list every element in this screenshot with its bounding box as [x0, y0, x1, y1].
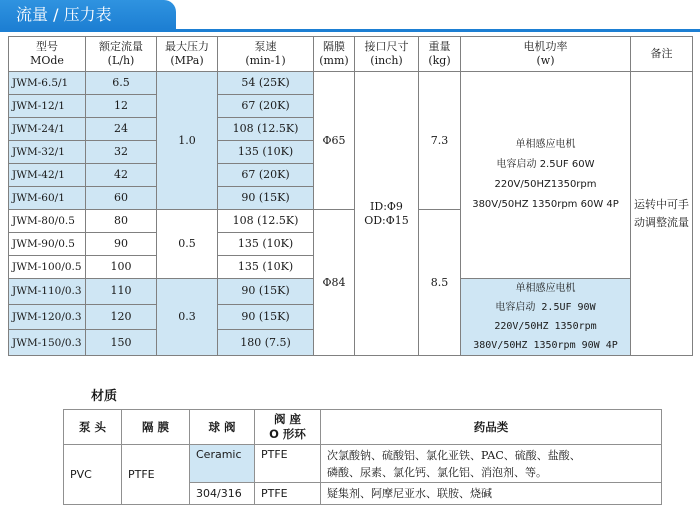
flow-pressure-table — [8, 36, 693, 356]
flow-cell: 60 — [86, 187, 157, 210]
flow-cell: 6.5 — [86, 72, 157, 95]
col-speed: 泵速 (min-1) — [218, 37, 314, 72]
speed-cell: 135 (10K) — [218, 141, 314, 164]
pressure-cell: 0.3 — [157, 279, 218, 356]
pump-head-header: 泵 头 — [64, 410, 122, 445]
pressure-cell: 0.5 — [157, 210, 218, 279]
ball-valve-cell: Ceramic — [190, 445, 255, 483]
model-cell: JWM-90/0.5 — [9, 233, 86, 256]
speed-cell: 90 (15K) — [218, 279, 314, 305]
model-cell: JWM-12/1 — [9, 95, 86, 118]
col-pressure: 最大压力 (MPa) — [157, 37, 218, 72]
table-row — [9, 72, 693, 95]
speed-cell: 67 (20K) — [218, 95, 314, 118]
col-motor: 电机功率 (w) — [461, 37, 631, 72]
header-row — [9, 37, 693, 72]
model-cell: JWM-80/0.5 — [9, 210, 86, 233]
model-cell: JWM-6.5/1 — [9, 72, 86, 95]
flow-cell: 24 — [86, 118, 157, 141]
materials-header-row — [64, 410, 662, 445]
flow-cell: 150 — [86, 330, 157, 356]
ball-valve-header: 球 阀 — [190, 410, 255, 445]
materials-table — [63, 409, 662, 505]
flow-cell: 80 — [86, 210, 157, 233]
valve-seat-header: 阀 座 O 形环 — [255, 410, 321, 445]
col-diaphragm: 隔膜 (mm) — [314, 37, 355, 72]
motor-cell: 单相感应电机 电容启动 2.5UF 90W 220V/50HZ 1350rpm 380V/50HZ 1350rpm 90W 4P — [461, 279, 631, 356]
model-cell: JWM-60/1 — [9, 187, 86, 210]
speed-cell: 108 (12.5K) — [218, 118, 314, 141]
flow-cell: 42 — [86, 164, 157, 187]
pump-head-cell: PVC — [64, 445, 122, 505]
model-cell: JWM-120/0.3 — [9, 304, 86, 330]
valve-seat-cell: PTFE — [255, 483, 321, 505]
motor-cell: 单相感应电机 电容启动 2.5UF 60W 220V/50HZ1350rpm 380V/50HZ 1350rpm 60W 4P — [461, 72, 631, 279]
flow-cell: 120 — [86, 304, 157, 330]
speed-cell: 90 (15K) — [218, 304, 314, 330]
pressure-cell: 1.0 — [157, 72, 218, 210]
col-model: 型号 MOde — [9, 37, 86, 72]
speed-cell: 135 (10K) — [218, 233, 314, 256]
speed-cell: 108 (12.5K) — [218, 210, 314, 233]
chemicals-header: 药品类 — [321, 410, 662, 445]
flow-cell: 90 — [86, 233, 157, 256]
flow-cell: 12 — [86, 95, 157, 118]
model-cell: JWM-24/1 — [9, 118, 86, 141]
speed-cell: 135 (10K) — [218, 256, 314, 279]
ball-valve-cell: 304/316 — [190, 483, 255, 505]
speed-cell: 54 (25K) — [218, 72, 314, 95]
materials-row — [64, 445, 662, 483]
model-cell: JWM-150/0.3 — [9, 330, 86, 356]
valve-seat-cell: PTFE — [255, 445, 321, 483]
chemicals-cell: 疑集剂、阿摩尼亚水、联胺、烧碱 — [321, 483, 662, 505]
model-cell: JWM-32/1 — [9, 141, 86, 164]
page-tab: 流量 / 压力表 — [0, 0, 176, 29]
diaphragm-cell: PTFE — [122, 445, 190, 505]
flow-cell: 32 — [86, 141, 157, 164]
chemicals-cell: 次氯酸钠、硫酸铝、氯化亚铁、PAC、硫酸、盐酸、 磷酸、尿素、氯化钙、氯化铝、消泡剂、等。 — [321, 445, 662, 483]
model-cell: JWM-42/1 — [9, 164, 86, 187]
diaphragm-header: 隔 膜 — [122, 410, 190, 445]
note-cell: 运转中可手 动调整流量 — [631, 72, 693, 356]
speed-cell: 90 (15K) — [218, 187, 314, 210]
diaphragm-cell: Φ65 — [314, 72, 355, 210]
port-cell: ID:Φ9 OD:Φ15 — [355, 72, 419, 356]
model-cell: JWM-110/0.3 — [9, 279, 86, 305]
flow-cell: 110 — [86, 279, 157, 305]
col-port: 接口尺寸 (inch) — [355, 37, 419, 72]
tab-underline — [0, 29, 700, 32]
speed-cell: 180 (7.5) — [218, 330, 314, 356]
weight-cell: 7.3 — [419, 72, 461, 210]
model-cell: JWM-100/0.5 — [9, 256, 86, 279]
materials-title: 材质 — [91, 389, 118, 404]
col-weight: 重量 (kg) — [419, 37, 461, 72]
weight-cell: 8.5 — [419, 210, 461, 356]
diaphragm-cell: Φ84 — [314, 210, 355, 356]
col-flow: 额定流量 (L/h) — [86, 37, 157, 72]
flow-cell: 100 — [86, 256, 157, 279]
speed-cell: 67 (20K) — [218, 164, 314, 187]
col-note: 备注 — [631, 37, 693, 72]
